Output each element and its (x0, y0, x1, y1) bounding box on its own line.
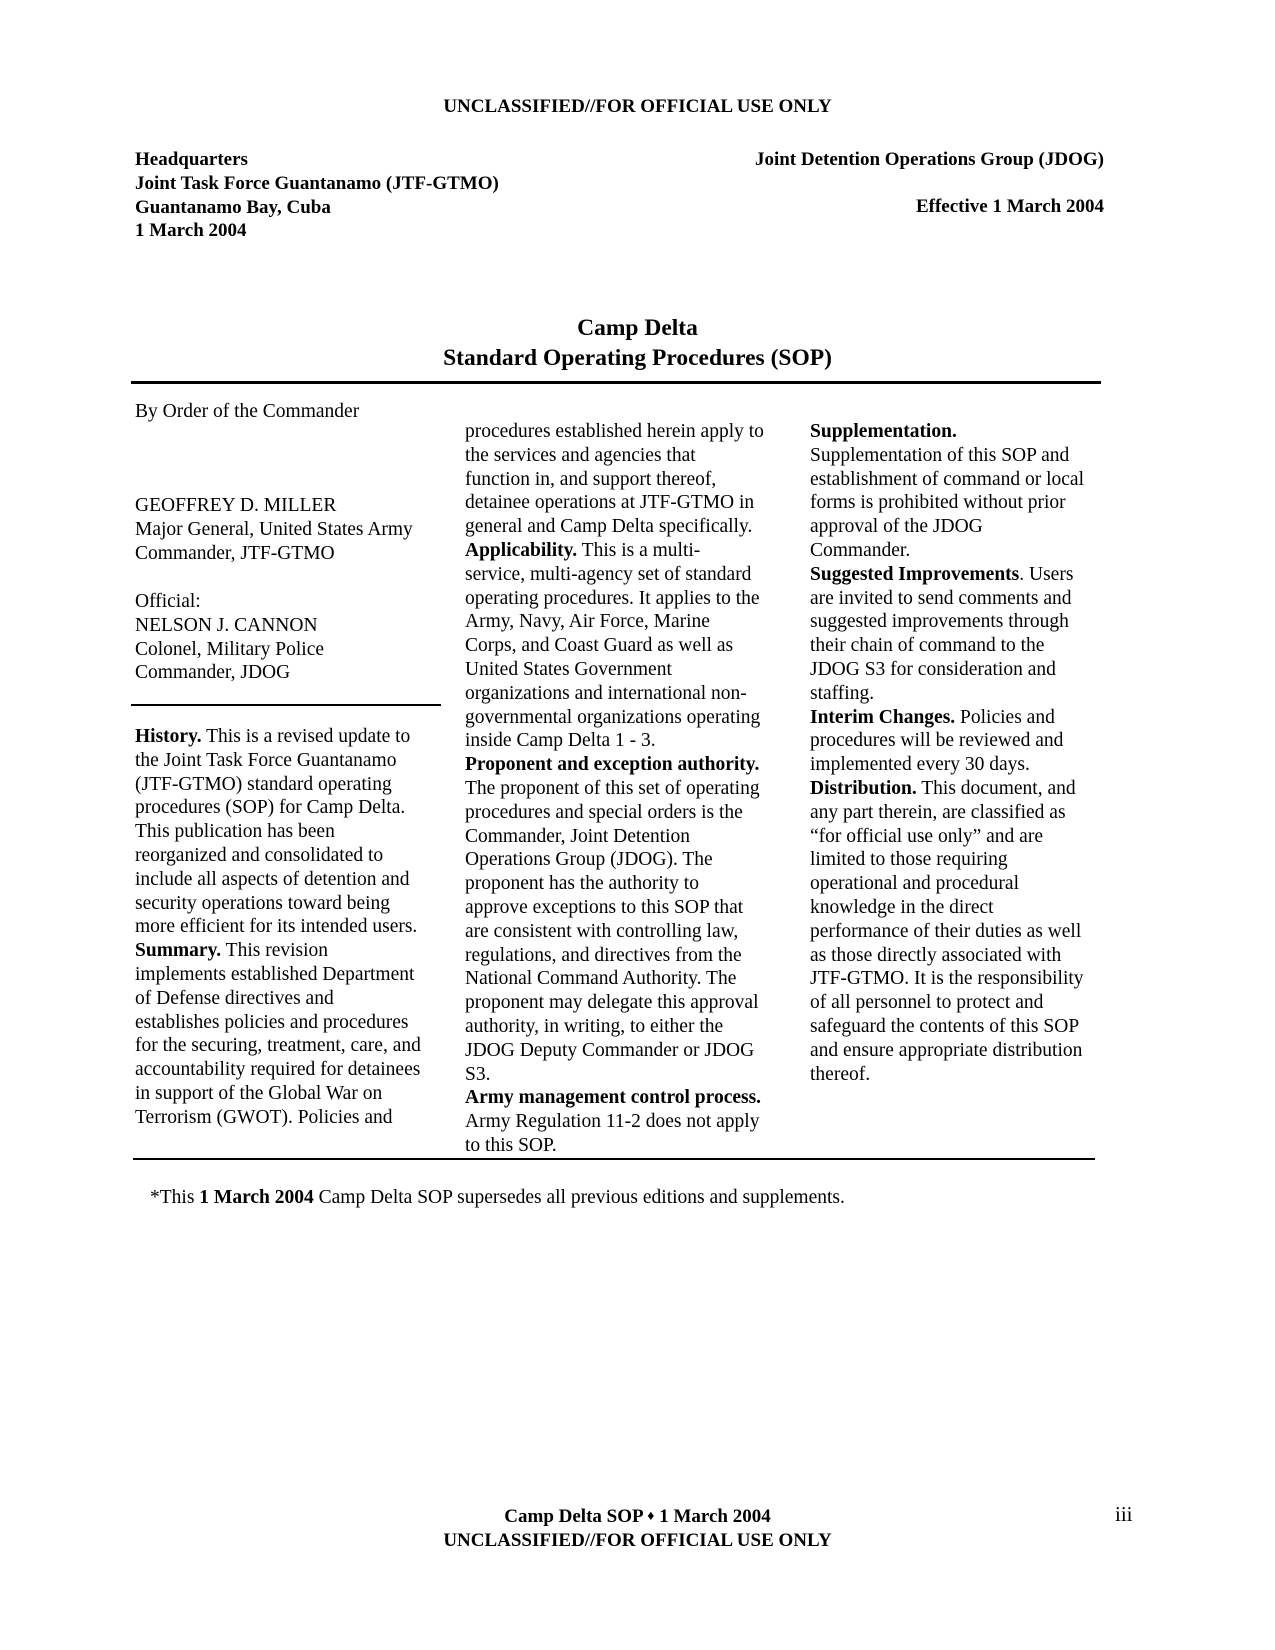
line-text: authority, in writing, to either the (465, 1015, 724, 1037)
text-line (810, 610, 1084, 634)
text-line (135, 1011, 421, 1035)
diamond-icon: ♦ (647, 1509, 655, 1524)
text-line (465, 515, 764, 539)
text-line (465, 1134, 764, 1158)
text-line (810, 729, 1084, 753)
text-line (465, 444, 764, 468)
header-left (135, 148, 499, 243)
line-text: security operations toward being (135, 892, 391, 914)
line-text: inside Camp Delta 1 - 3. (465, 730, 656, 752)
line-text: procedures and special orders is the (465, 801, 743, 823)
column-2-body (465, 420, 764, 1158)
text-line (135, 773, 421, 797)
section-heading: Applicability. (465, 539, 578, 561)
line-text: for the securing, treatment, care, and (135, 1035, 421, 1057)
signature-line: GEOFFREY D. MILLER (135, 495, 337, 516)
text-line (810, 896, 1084, 920)
line-text: to this SOP. (465, 1134, 557, 1156)
line-text: the services and agencies that (465, 444, 696, 466)
line-text: This revision (221, 940, 329, 962)
text-line (135, 1034, 421, 1058)
text-line (465, 1063, 764, 1087)
column-1-body (135, 725, 421, 1130)
official-signature (135, 590, 324, 685)
line-text: accountability required for detainees (135, 1059, 421, 1081)
text-line (465, 539, 764, 563)
text-line (135, 939, 421, 963)
text-line (465, 801, 764, 825)
header-left-line: 1 March 2004 (135, 220, 247, 242)
line-text: more efficient for its intended users. (135, 916, 418, 938)
text-line (465, 1110, 764, 1134)
line-text: any part therein, are classified as (810, 801, 1066, 823)
line-text: This publication has been (135, 821, 335, 843)
line-text: JDOG S3 for consideration and (810, 658, 1056, 680)
text-line (810, 706, 1084, 730)
text-line (135, 963, 421, 987)
text-line (810, 967, 1084, 991)
text-line (465, 610, 764, 634)
text-line (135, 844, 421, 868)
text-line (465, 777, 764, 801)
text-line (135, 725, 421, 749)
signature-block (135, 400, 359, 424)
signature-line: Colonel, Military Police (135, 638, 325, 660)
line-text: procedures (SOP) for Camp Delta. (135, 797, 406, 819)
header-left-line: Joint Task Force Guantanamo (JTF-GTMO) (135, 172, 499, 194)
line-text: Army Regulation 11-2 does not apply (465, 1111, 760, 1133)
text-line (465, 1086, 764, 1110)
line-text: establishes policies and procedures (135, 1011, 409, 1033)
text-line (465, 706, 764, 730)
line-text: implemented every 30 days. (810, 754, 1030, 776)
text-line (465, 1015, 764, 1039)
header-left-line: Guantanamo Bay, Cuba (135, 196, 331, 218)
footer-date: 1 March 2004 (659, 1506, 771, 1527)
section-heading: Distribution. (810, 777, 917, 799)
line-text: This document, and (916, 777, 1076, 799)
line-text: thereof. (810, 1063, 871, 1085)
line-text: proponent has the authority to (465, 873, 699, 895)
text-line (135, 1106, 421, 1130)
section-heading: Army management control process. (465, 1087, 762, 1109)
title-rule (131, 381, 1101, 384)
section-heading: Summary. (135, 940, 222, 962)
section-heading: History. (135, 726, 202, 747)
classification-marking-top: UNCLASSIFIED//FOR OFFICIAL USE ONLY (443, 96, 832, 117)
line-text: of Defense directives and (135, 987, 334, 1009)
line-text: include all aspects of detention and (135, 868, 410, 890)
column-3-body (810, 420, 1084, 1086)
text-line (810, 468, 1084, 492)
section-heading: Supplementation. (810, 421, 957, 442)
line-text: implements established Department (135, 963, 415, 985)
text-line (465, 729, 764, 753)
text-line (810, 491, 1084, 515)
text-line (465, 587, 764, 611)
text-line (465, 682, 764, 706)
section-heading: Suggested Improvements (810, 563, 1020, 585)
text-line (810, 920, 1084, 944)
line-text: Operations Group (JDOG). The (465, 849, 713, 871)
line-text: organizations and international non- (465, 682, 747, 704)
signature-line: Major General, United States Army (135, 518, 413, 540)
text-line (810, 515, 1084, 539)
line-text: National Command Authority. The (465, 968, 737, 990)
line-text: procedures will be reviewed and (810, 730, 1064, 752)
header-right-org: Joint Detention Operations Group (JDOG) (754, 149, 1104, 170)
text-line (810, 682, 1084, 706)
signature-line: NELSON J. CANNON (135, 614, 318, 636)
line-text: . Users (1019, 563, 1074, 585)
text-line (465, 967, 764, 991)
supersedes-prefix: *This (150, 1187, 200, 1208)
text-line (465, 1039, 764, 1063)
commander-signature (135, 494, 413, 565)
line-text: function in, and support thereof, (465, 468, 717, 490)
line-text: forms is prohibited without prior (810, 492, 1066, 514)
classification-marking-bottom: UNCLASSIFIED//FOR OFFICIAL USE ONLY (443, 1530, 832, 1551)
line-text: Commander, Joint Detention (465, 825, 691, 847)
text-line (810, 825, 1084, 849)
text-line (465, 825, 764, 849)
line-text: staffing. (810, 682, 875, 704)
supersedes-suffix: Camp Delta SOP supersedes all previous editions and supplements. (313, 1187, 845, 1208)
text-line (810, 1039, 1084, 1063)
line-text: S3. (465, 1063, 491, 1085)
line-text: regulations, and directives from the (465, 944, 742, 966)
text-line (135, 987, 421, 1011)
text-line (465, 420, 764, 444)
text-line (465, 753, 764, 777)
signature-line: Commander, JTF-GTMO (135, 542, 335, 564)
text-line (465, 563, 764, 587)
text-line (465, 896, 764, 920)
text-line (465, 848, 764, 872)
title-line: Camp Delta (577, 315, 698, 341)
text-line (810, 587, 1084, 611)
line-text: approve exceptions to this SOP that (465, 896, 744, 918)
line-text: approval of the JDOG (810, 516, 983, 538)
text-line (465, 920, 764, 944)
line-text: Army, Navy, Air Force, Marine (465, 611, 710, 633)
line-text: establishment of command or local (810, 468, 1085, 490)
text-line (810, 872, 1084, 896)
text-line (135, 1058, 421, 1082)
line-text: of all personnel to protect and (810, 992, 1044, 1014)
text-line (465, 468, 764, 492)
header-left-line: Headquarters (135, 149, 248, 170)
line-text: operating procedures. It applies to the (465, 587, 760, 609)
text-line (135, 796, 421, 820)
footer-title (0, 1502, 1275, 1529)
text-line (810, 777, 1084, 801)
line-text: as those directly associated with (810, 944, 1062, 966)
text-line (810, 563, 1084, 587)
line-text: The proponent of this set of operating (465, 777, 760, 799)
text-line (810, 944, 1084, 968)
title-line: Standard Operating Procedures (SOP) (443, 344, 832, 371)
line-text: United States Government (465, 658, 672, 680)
by-order-text: By Order of the Commander (135, 401, 360, 422)
signature-line: Official: (135, 591, 201, 612)
page-title (0, 314, 1275, 373)
line-text: knowledge in the direct (810, 896, 994, 918)
text-line (810, 753, 1084, 777)
line-text: general and Camp Delta specifically. (465, 516, 753, 538)
line-text: detainee operations at JTF-GTMO in (465, 492, 755, 514)
line-text: procedures established herein apply to (465, 421, 764, 442)
text-line (810, 420, 1084, 444)
text-line (810, 634, 1084, 658)
line-text: performance of their duties as well (810, 920, 1082, 942)
text-line (810, 848, 1084, 872)
text-line (465, 634, 764, 658)
line-text: operational and procedural (810, 873, 1019, 895)
line-text: This is a revised update to (201, 726, 411, 747)
text-line (810, 1015, 1084, 1039)
text-line (465, 991, 764, 1015)
text-line (465, 491, 764, 515)
text-line (810, 801, 1084, 825)
text-line (810, 1063, 1084, 1087)
text-line (810, 658, 1084, 682)
line-text: Policies and (955, 706, 1055, 728)
text-line (135, 1082, 421, 1106)
line-text: governmental organizations operating (465, 706, 761, 728)
line-text: JDOG Deputy Commander or JDOG (465, 1039, 755, 1061)
signature-line: Commander, JDOG (135, 662, 291, 684)
line-text: JTF-GTMO. It is the responsibility (810, 968, 1084, 990)
line-text: “for official use only” and are (810, 825, 1043, 847)
line-text: suggested improvements through (810, 611, 1069, 633)
line-text: are consistent with controlling law, (465, 920, 739, 942)
supersedes-date: 1 March 2004 (199, 1187, 314, 1208)
section-heading: Interim Changes. (810, 706, 956, 728)
line-text: limited to those requiring (810, 849, 1008, 871)
text-line (135, 749, 421, 773)
line-text: are invited to send comments and (810, 587, 1072, 609)
bottom-rule (133, 1158, 1095, 1160)
footer-doc-name: Camp Delta SOP (504, 1506, 643, 1527)
effective-date: Effective 1 March 2004 (915, 196, 1104, 217)
supersedes-note (150, 1186, 845, 1210)
line-text: in support of the Global War on (135, 1082, 383, 1104)
page-number: iii (1115, 1502, 1133, 1526)
section-heading: Proponent and exception authority. (465, 754, 760, 776)
text-line (135, 892, 421, 916)
line-text: service, multi-agency set of standard (465, 563, 752, 585)
line-text: their chain of command to the (810, 635, 1045, 657)
text-line (135, 820, 421, 844)
signature-rule (131, 704, 441, 706)
line-text: Corps, and Coast Guard as well as (465, 635, 734, 657)
line-text: Supplementation of this SOP and (810, 444, 1070, 466)
line-text: the Joint Task Force Guantanamo (135, 749, 397, 771)
text-line (135, 915, 421, 939)
line-text: Terrorism (GWOT). Policies and (135, 1106, 393, 1128)
text-line (465, 658, 764, 682)
line-text: Commander. (810, 539, 911, 561)
line-text: safeguard the contents of this SOP (810, 1015, 1080, 1037)
line-text: reorganized and consolidated to (135, 844, 384, 866)
line-text: (JTF-GTMO) standard operating (135, 773, 392, 795)
text-line (135, 868, 421, 892)
text-line (465, 872, 764, 896)
line-text: This is a multi- (577, 539, 701, 561)
text-line (465, 944, 764, 968)
text-line (810, 444, 1084, 468)
line-text: proponent may delegate this approval (465, 992, 759, 1014)
line-text: and ensure appropriate distribution (810, 1039, 1083, 1061)
text-line (810, 539, 1084, 563)
text-line (810, 991, 1084, 1015)
